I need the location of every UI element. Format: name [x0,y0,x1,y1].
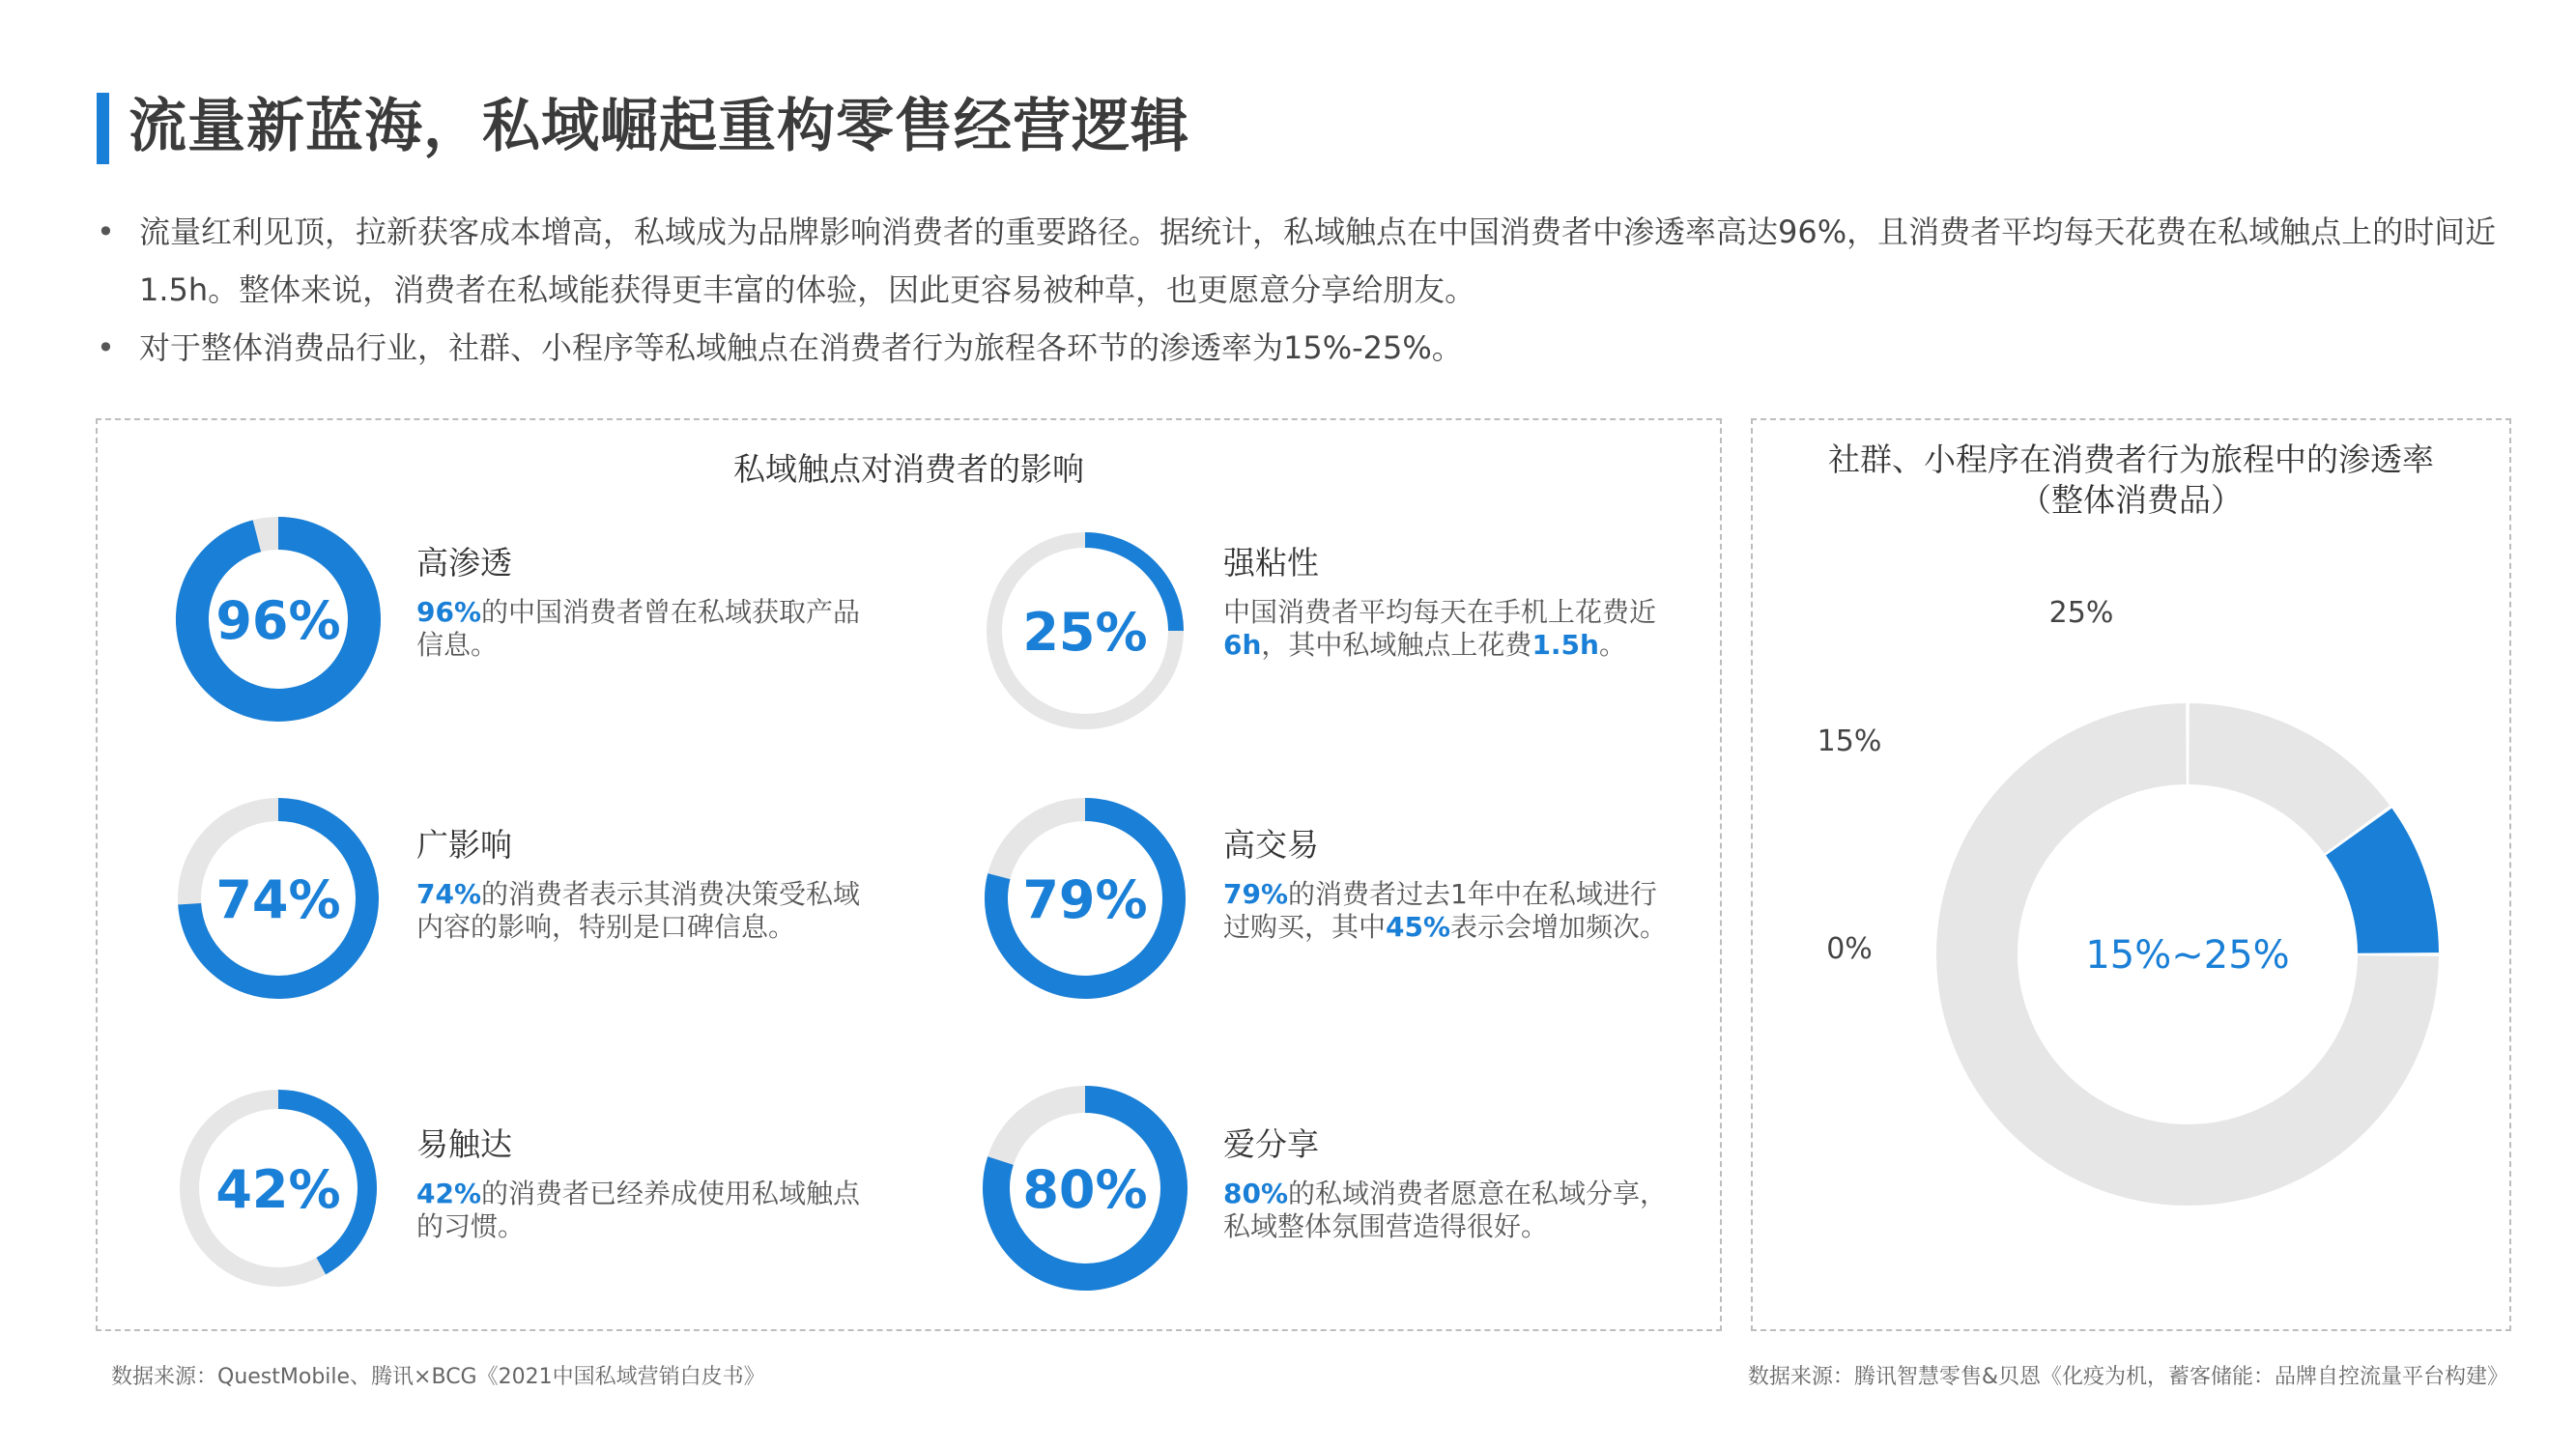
penetration-donut-chart [1753,420,2509,1329]
gauge-donut [959,773,1211,1024]
gauge-value-label: 80% [1022,1159,1148,1220]
metric-block [416,542,871,662]
impact-panel-title: 私域触点对消费者的影响 [733,450,1084,488]
metric-description: 79%的消费者过去1年中在私域进行过购买，其中45%表示会增加频次。 [1223,878,1668,943]
metric-title: 爱分享 [1223,1125,1319,1163]
metric-description: 96%的中国消费者曾在私域获取产品信息。 [416,596,861,661]
metric-title: 高交易 [1223,826,1319,864]
metric-description: 74%的消费者表示其消费决策受私域内容的影响，特别是口碑信息。 [416,878,861,943]
gauge-donut [959,1063,1211,1314]
metric-description: 中国消费者平均每天在手机上花费近6h，其中私域触点上花费1.5h。 [1223,596,1657,661]
gauge-donut [153,1063,404,1314]
metric-title: 广影响 [416,826,512,864]
donut-center-label: 15%~25% [2085,933,2290,978]
donut-tick-label: 15% [1817,724,1882,758]
gauge-value-label: 42% [215,1159,341,1220]
page-title: 流量新蓝海，私域崛起重构零售经营逻辑 [129,93,1189,160]
metric-block [1223,542,1668,662]
penetration-panel [1751,418,2511,1331]
metric-block [1223,1123,1668,1243]
gauge-value-label: 74% [215,869,341,930]
donut-tick-label: 25% [2048,596,2114,630]
metric-title: 高渗透 [416,544,512,582]
bullet-item: • 流量红利见顶，拉新获客成本增高，私域成为品牌影响消费者的重要路径。据统计，私域触点在中国消费者中渗透率高达96%，且消费者平均每天花费在私域触点上的时间近1.5h。整体来说，消费者在私域能获得更丰富的体验，因此更容易被种草，也更愿意分享给朋友。 [97,203,2503,319]
metric-block [416,824,871,944]
bullet-list [97,203,2503,377]
gauge-value-label: 96% [215,590,341,651]
metric-block [1223,824,1668,944]
metric-title: 强粘性 [1223,544,1319,582]
donut-segment [2190,744,2358,830]
source-note-right: 数据来源：腾讯智慧零售&贝恩《化疫为机，蓄客储能：品牌自控流量平台构建》 [1747,1365,2508,1389]
penetration-title-line2: （整体消费品） [2019,481,2243,519]
metric-description: 42%的消费者已经养成使用私域触点的习惯。 [416,1178,861,1242]
bullet-item: • 对于整体消费品行业，社群、小程序等私域触点在消费者行为旅程各环节的渗透率为15%-25%。 [97,319,2503,377]
donut-tick-label: 0% [1826,932,1873,966]
gauge-value-label: 25% [1022,602,1148,663]
metric-block [416,1123,871,1243]
gauge-donut [153,773,404,1024]
gauge-donut [959,505,1211,756]
metric-title: 易触达 [416,1125,512,1163]
source-note-left: 数据来源：QuestMobile、腾讯×BCG《2021中国私域营销白皮书》 [111,1365,765,1389]
impact-panel [96,418,1722,1331]
gauge-value-label: 79% [1022,869,1148,930]
penetration-title-line1: 社群、小程序在消费者行为旅程中的渗透率 [1828,440,2434,478]
donut-segment [2359,832,2398,952]
title-accent-bar [97,93,109,164]
metric-description: 80%的私域消费者愿意在私域分享，私域整体氛围营造得很好。 [1223,1178,1668,1242]
gauge-donut [153,494,404,745]
